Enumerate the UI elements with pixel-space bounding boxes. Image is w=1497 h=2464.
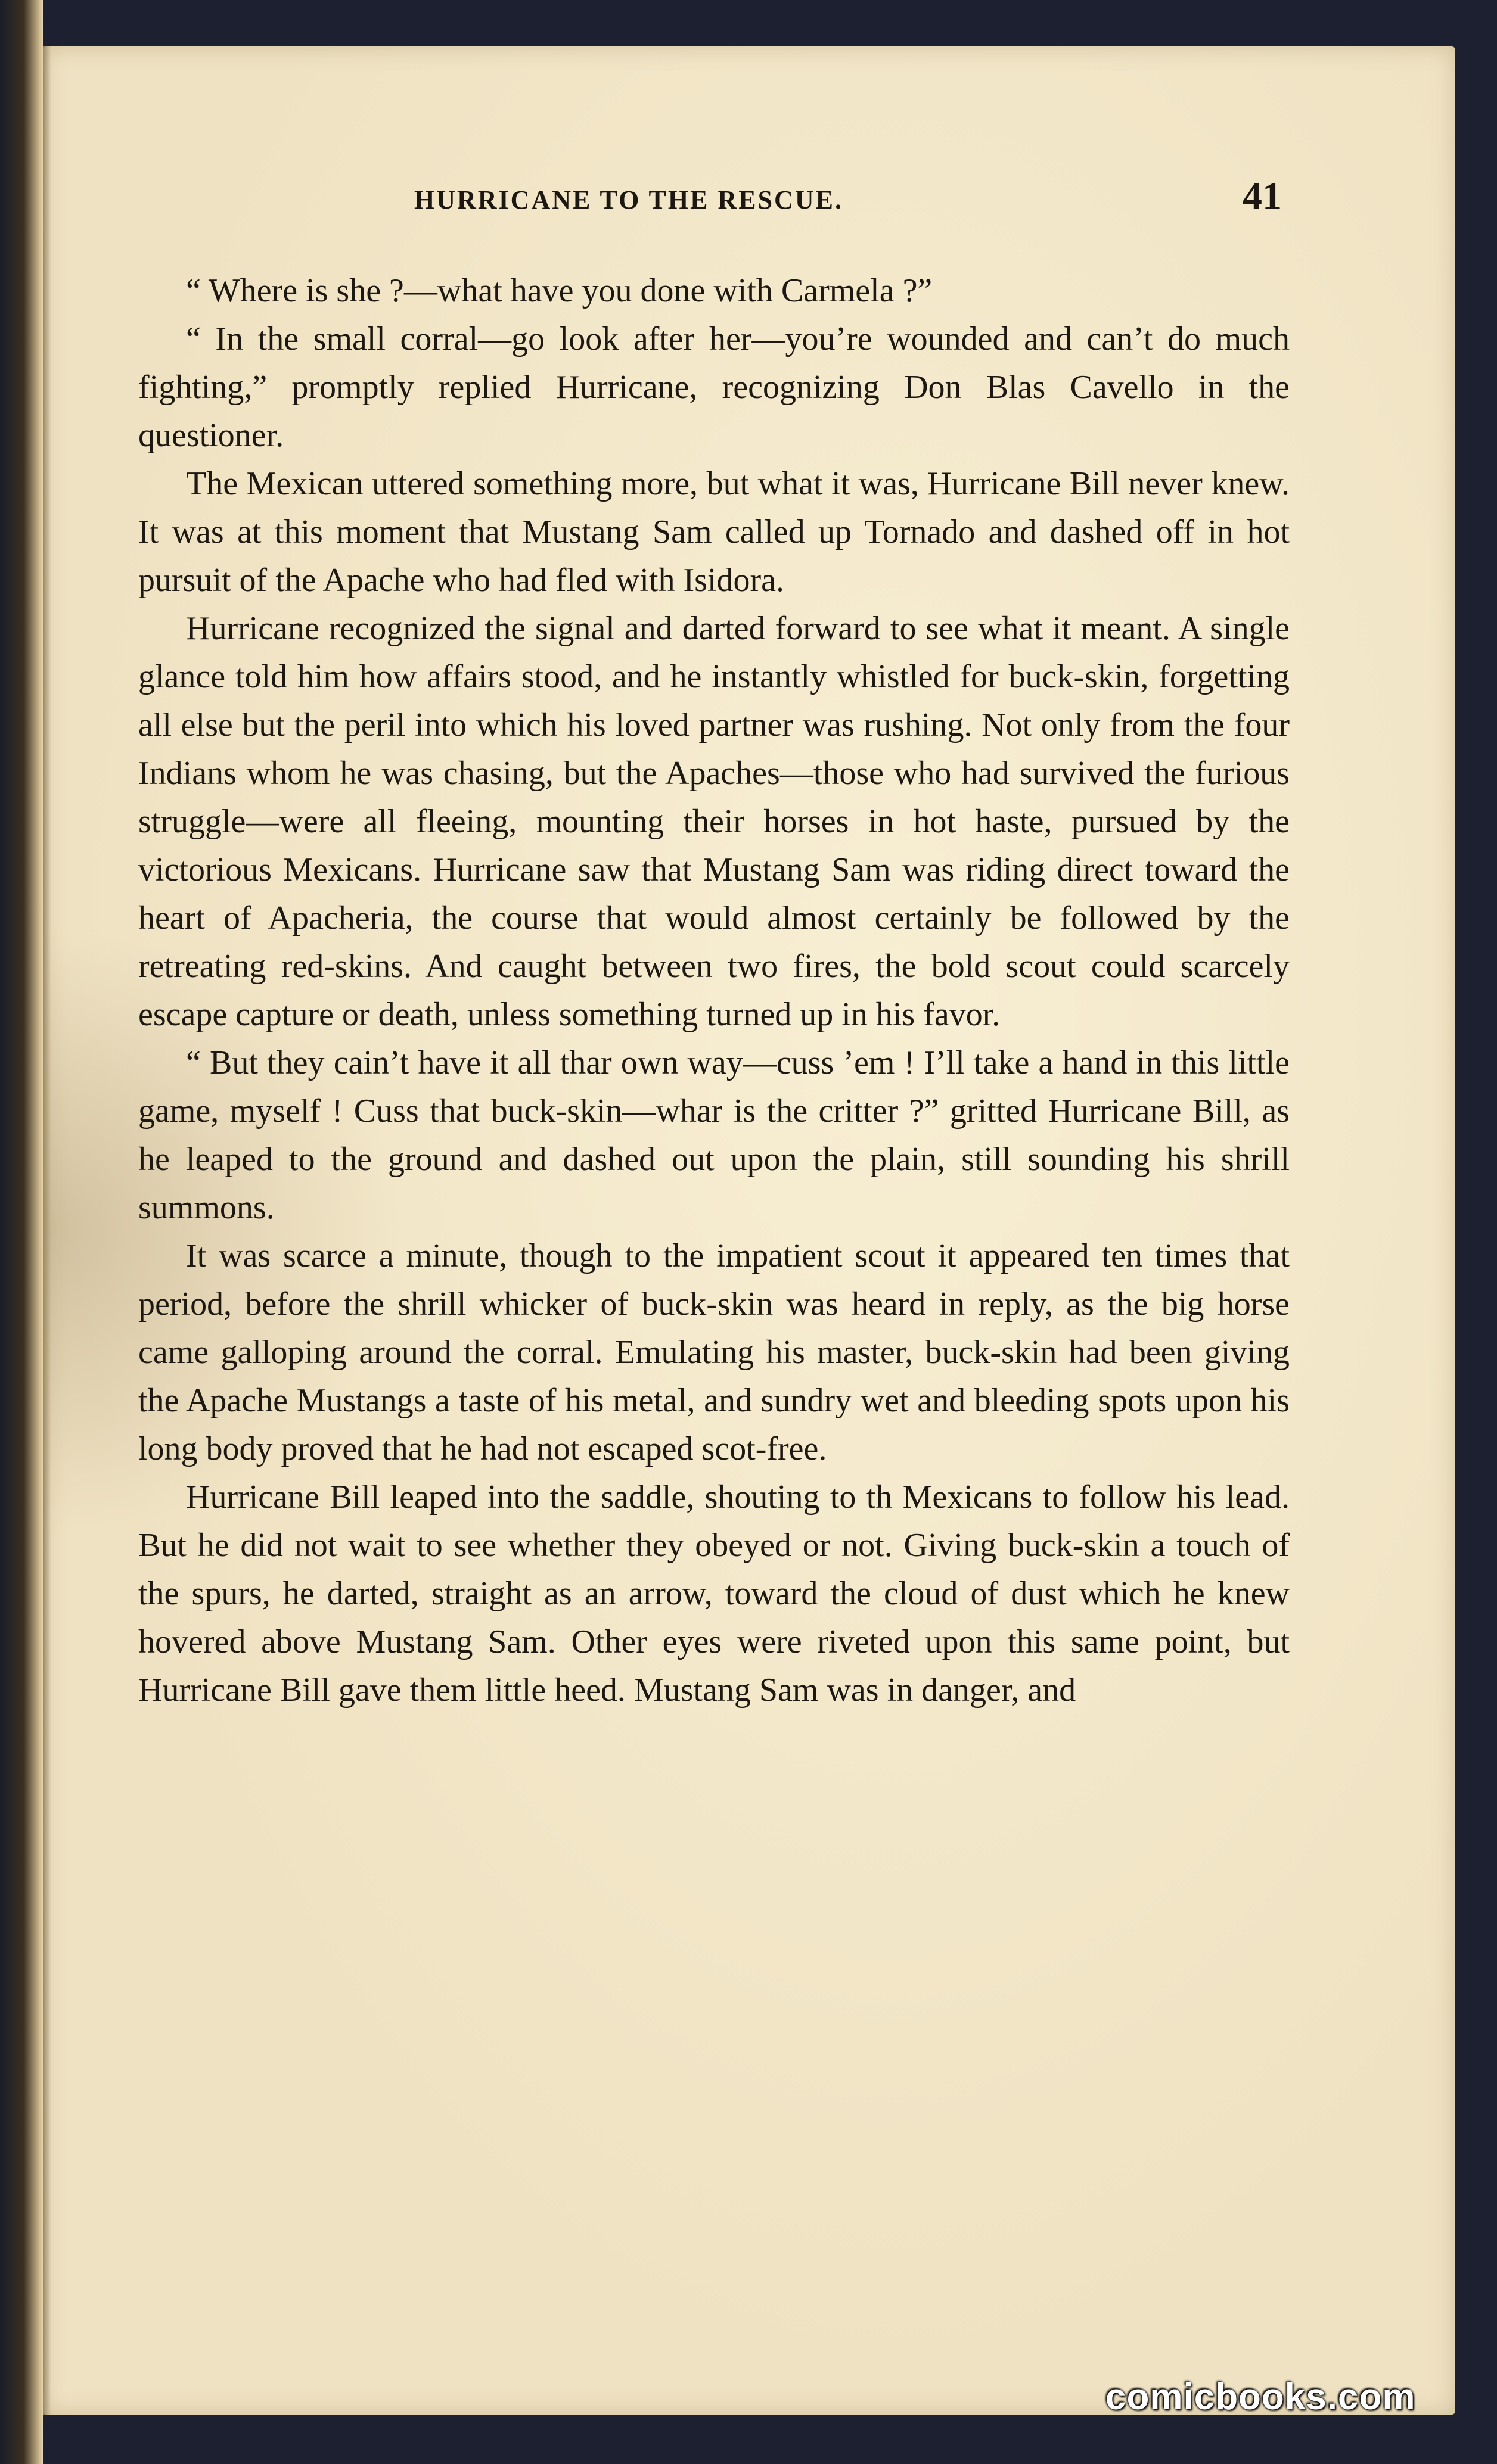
paragraph: “ In the small corral—go look after her—you’re wounded and can’t do much fighting,” promptly replied Hurricane, recognizing Don Blas Cavello in the questioner. [138, 321, 1290, 454]
body-text [138, 267, 1290, 1715]
paragraph: Hurricane Bill leaped into the saddle, shouting to th Mexicans to follow his lead. But he did not wait to see whether they obeyed or not. Giving buck-skin a touch of the spurs, he darted, straight as an arrow, toward the cloud of dust which he knew hovered above Mustang Sam. Other eyes were riveted upon this same point, but Hurricane Bill gave them little heed. Mustang Sam was in danger, and [138, 1479, 1290, 1709]
site-watermark: comicbooks.com [1105, 2376, 1416, 2418]
page-header [0, 173, 1497, 226]
page-gutter-shadow [43, 46, 51, 2415]
paragraph: Hurricane recognized the signal and darted forward to see what it meant. A single glance told him how affairs stood, and he instantly whistled for buck-skin, forgetting all else but the peril into which his loved partner was rushing. Not only from the four Indians whom he was chasing, but the Apaches—those who had survived the furious struggle—were all fleeing, mounting their horses in hot haste, pursued by the victorious Mexicans. Hurricane saw that Mustang Sam was riding direct toward the heart of Apacheria, the course that would almost certainly be followed by the retreating red-skins. And caught between two fires, the bold scout could scarcely escape capture or death, unless something turned up in his favor. [138, 610, 1290, 1033]
paragraph: “ But they cain’t have it all thar own way—cuss ’em ! I’ll take a hand in this little game, myself ! Cuss that buck-skin—whar is the critter ?” gritted Hurricane Bill, as he leaped to the ground and dashed out upon the plain, still sounding his shrill summons. [138, 1044, 1290, 1226]
running-head: HURRICANE TO THE RESCUE. [414, 185, 843, 214]
book-binding [0, 0, 43, 2464]
paragraph: “ Where is she ?—what have you done with Carmela ?” [186, 272, 933, 309]
paragraph: The Mexican uttered something more, but what it was, Hurricane Bill never knew. It was at this moment that Mustang Sam called up Tornado and dashed off in hot pursuit of the Apache who had fled with Isidora. [138, 465, 1290, 599]
page-number: 41 [1243, 175, 1282, 218]
paragraph: It was scarce a minute, though to the impatient scout it appeared ten times that period, before the shrill whicker of buck-skin was heard in reply, as the big horse came galloping around the corral. Emulating his master, buck-skin had been giving the Apache Mustangs a taste of his metal, and sundry wet and bleeding spots upon his long body proved that he had not escaped scot-free. [138, 1237, 1290, 1467]
